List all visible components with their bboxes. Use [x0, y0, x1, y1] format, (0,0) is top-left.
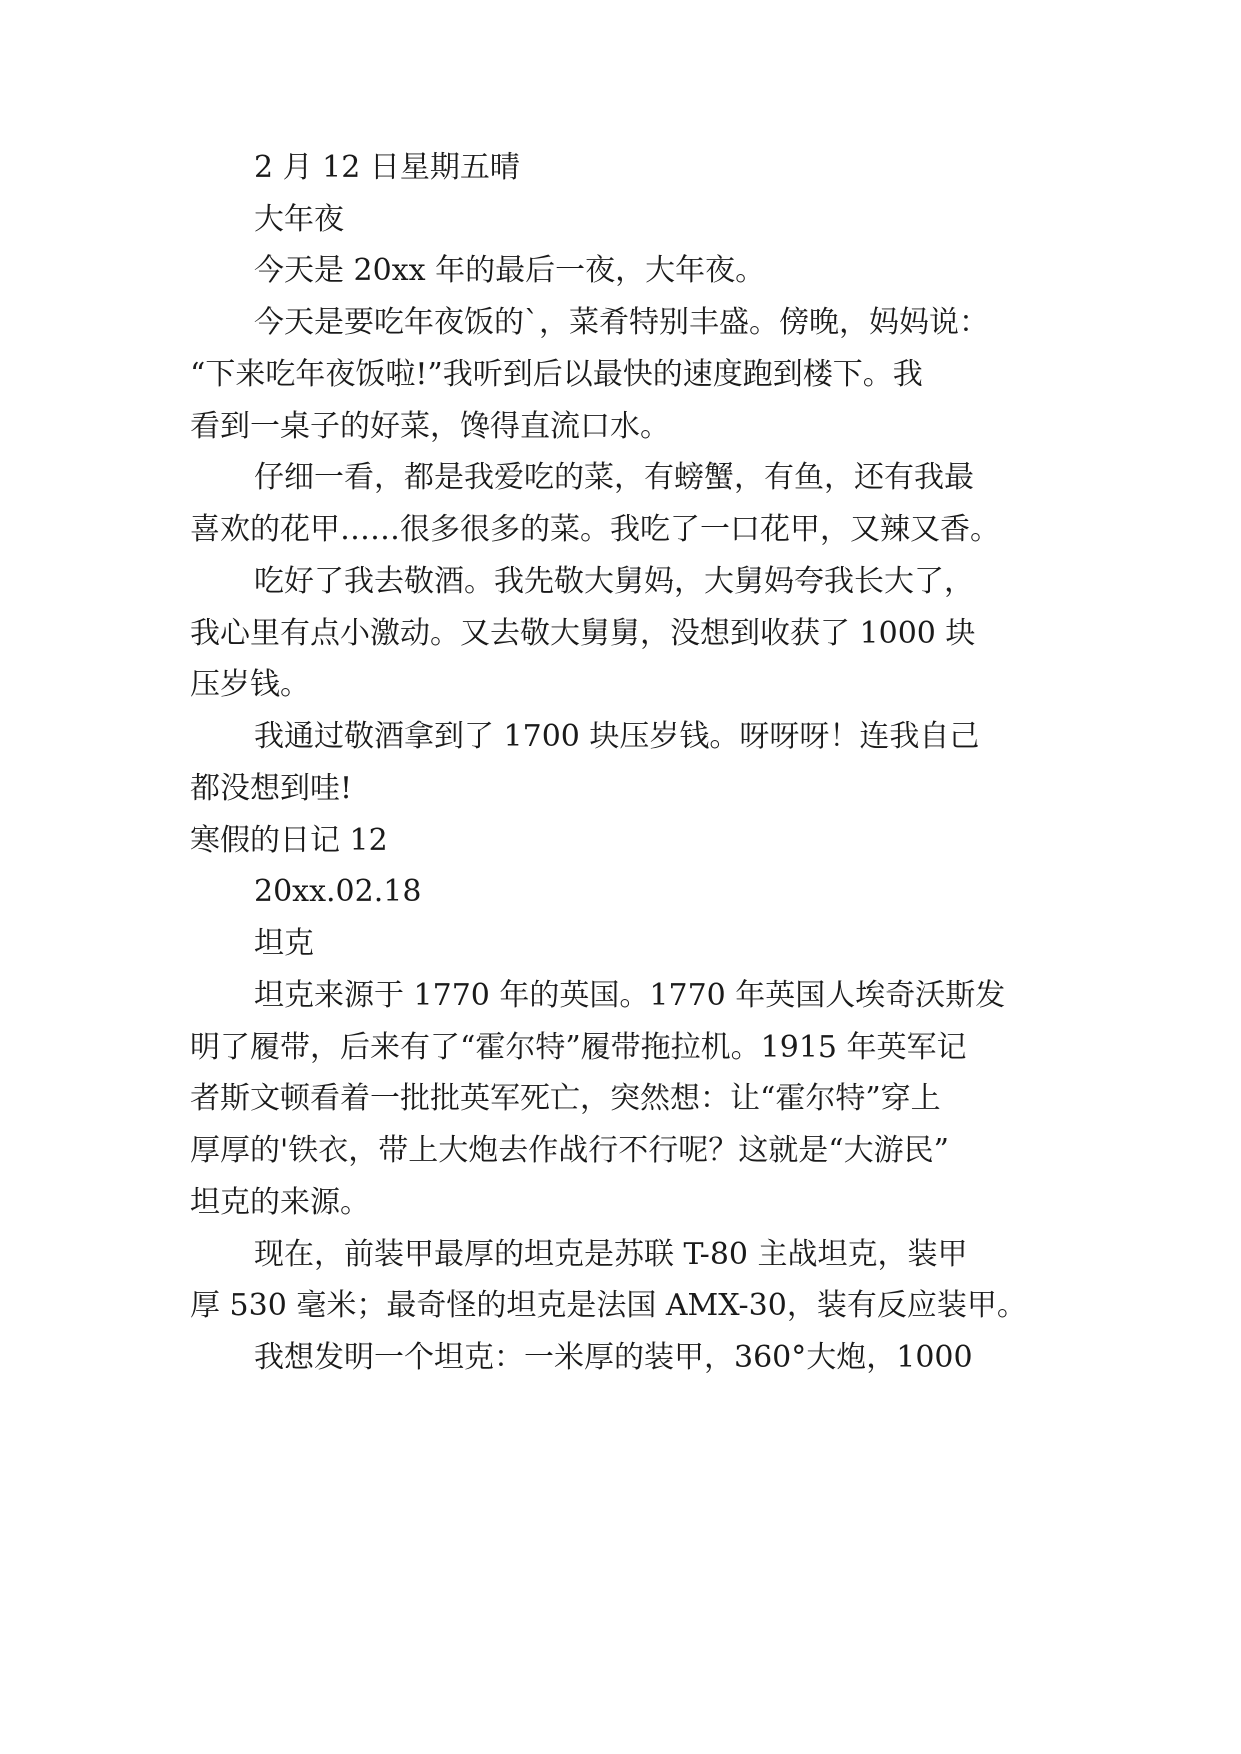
diary-date-line: 20xx.02.18 [254, 874, 422, 909]
paragraph-line: 仔细一看，都是我爱吃的菜，有螃蟹，有鱼，还有我最 [254, 460, 974, 495]
paragraph-line: 坦克的来源。 [190, 1185, 370, 1220]
paragraph-line: 看到一桌子的好菜，馋得直流口水。 [190, 409, 670, 444]
paragraph-line: 现在，前装甲最厚的坦克是苏联 T-80 主战坦克，装甲 [254, 1237, 968, 1272]
paragraph-line: 我想发明一个坦克：一米厚的装甲，360°大炮，1000 [254, 1340, 973, 1375]
paragraph-line: “下来吃年夜饭啦!”我听到后以最快的速度跑到楼下。我 [190, 357, 923, 392]
paragraph-line: 明了履带，后来有了“霍尔特”履带拖拉机。1915 年英军记 [190, 1030, 967, 1065]
paragraph-line: 今天是要吃年夜饭的`，菜肴特别丰盛。傍晚，妈妈说： [254, 305, 989, 340]
paragraph-line: 厚 530 毫米；最奇怪的坦克是法国 AMX-30，装有反应装甲。 [190, 1288, 1027, 1323]
paragraph-line: 我通过敬酒拿到了 1700 块压岁钱。呀呀呀！连我自己 [254, 719, 980, 754]
diary-date-line: 2 月 12 日星期五晴 [254, 150, 520, 185]
paragraph-line: 坦克来源于 1770 年的英国。1770 年英国人埃奇沃斯发 [254, 978, 1006, 1013]
diary-title: 大年夜 [254, 202, 344, 237]
diary-title: 坦克 [254, 926, 314, 961]
paragraph-line: 我心里有点小激动。又去敬大舅舅，没想到收获了 1000 块 [190, 616, 976, 651]
paragraph-line: 都没想到哇! [190, 771, 353, 806]
section-heading: 寒假的日记 12 [190, 823, 388, 858]
paragraph-line: 喜欢的花甲……很多很多的菜。我吃了一口花甲，又辣又香。 [190, 512, 1000, 547]
paragraph-line: 今天是 20xx 年的最后一夜，大年夜。 [254, 253, 766, 288]
paragraph-line: 吃好了我去敬酒。我先敬大舅妈，大舅妈夸我长大了， [254, 564, 974, 599]
paragraph-line: 者斯文顿看着一批批英军死亡，突然想：让“霍尔特”穿上 [190, 1081, 941, 1116]
paragraph-line: 压岁钱。 [190, 667, 310, 702]
paragraph-line: 厚厚的'铁衣，带上大炮去作战行不行呢？这就是“大游民” [190, 1133, 949, 1168]
